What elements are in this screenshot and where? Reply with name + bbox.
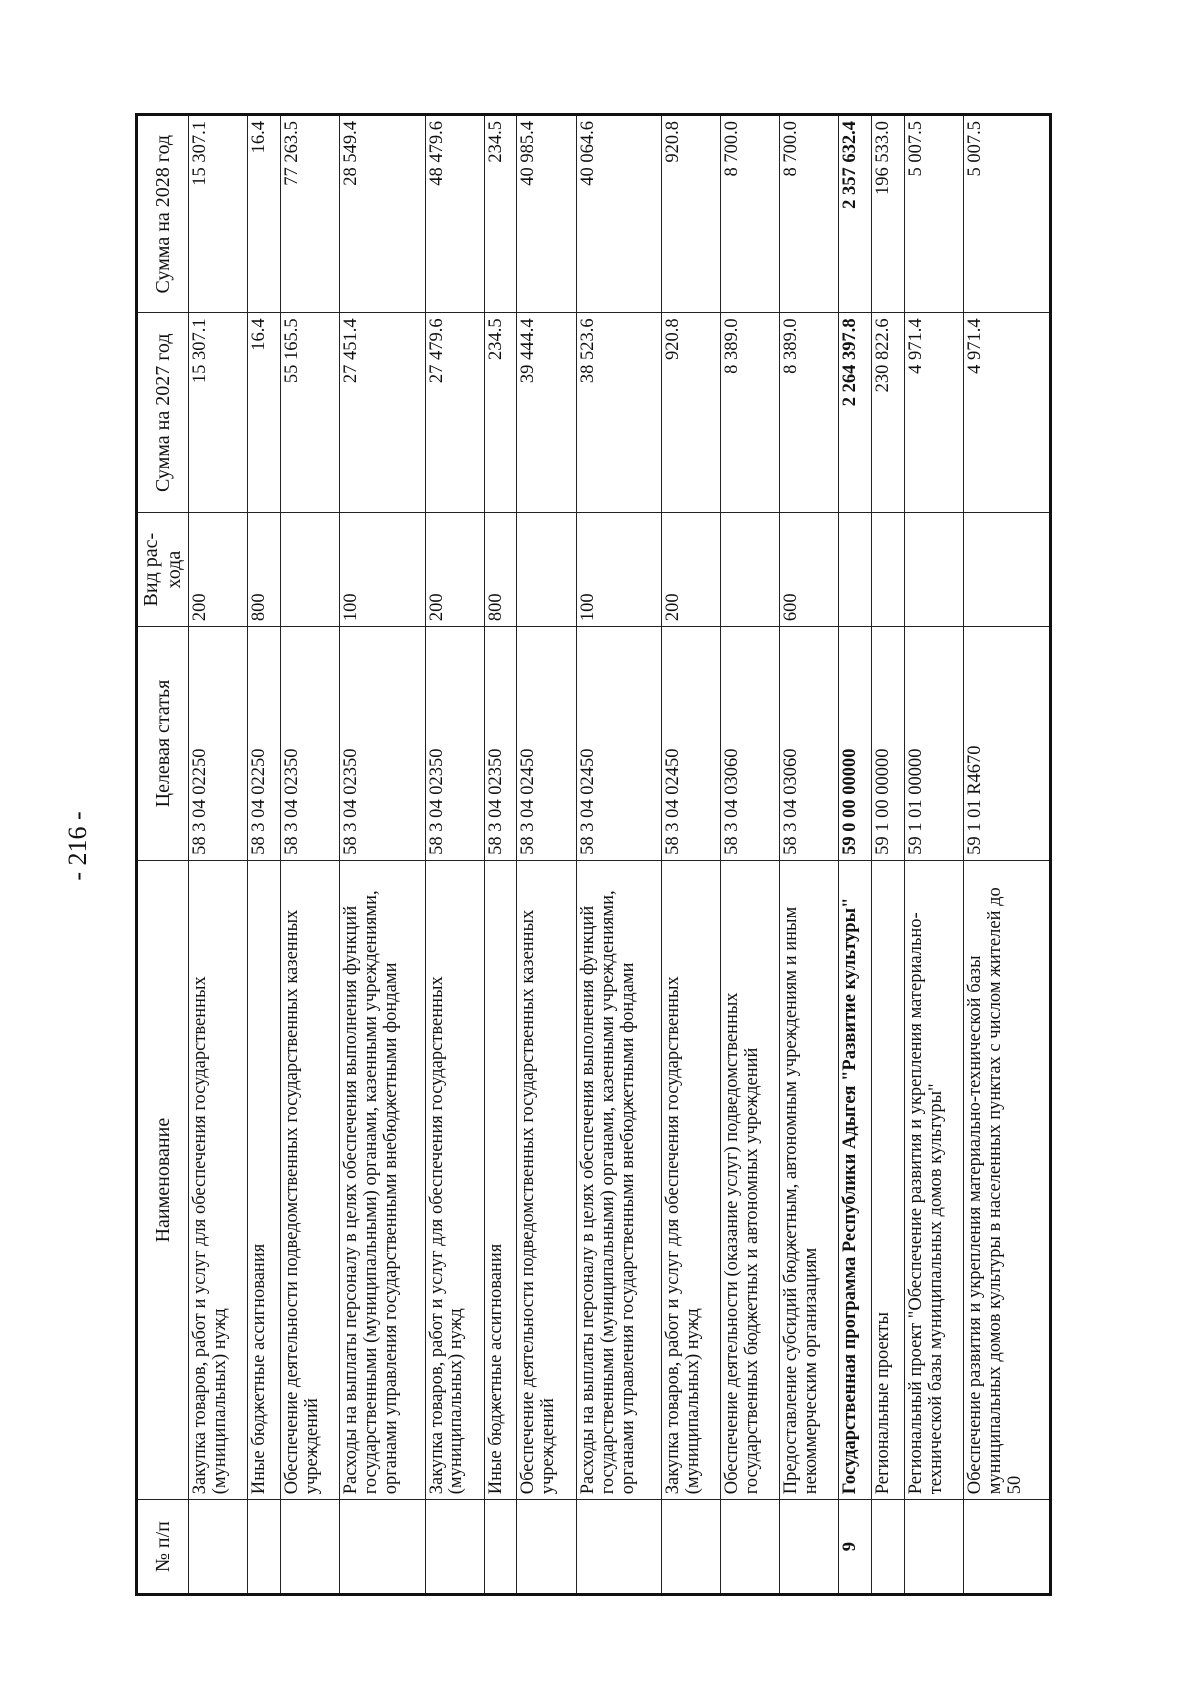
table-header-row (137, 115, 189, 1595)
row-target-article: 58 3 04 02350 (280, 627, 339, 861)
row-sum-2027: 234.5 (484, 313, 517, 513)
row-sum-2028: 8 700.0 (780, 115, 839, 313)
header-sum-2028: Сумма на 2028 год (137, 115, 189, 313)
row-target-article: 58 3 04 03060 (721, 627, 780, 861)
row-sum-2028: 77 263.5 (280, 115, 339, 313)
row-sum-2027: 4 971.4 (905, 313, 964, 513)
row-sum-2028: 15 307.1 (189, 115, 248, 313)
row-expense-type (517, 513, 576, 627)
row-name: Государственная программа Республики Адыгея "Развитие культуры" (839, 860, 872, 1499)
row-target-article: 58 3 04 02350 (425, 627, 484, 861)
row-index (189, 1500, 248, 1595)
row-expense-type: 100 (576, 513, 661, 627)
table-row (721, 115, 780, 1595)
row-sum-2027: 55 165.5 (280, 313, 339, 513)
row-sum-2027: 8 389.0 (721, 313, 780, 513)
table-row (872, 115, 905, 1595)
row-index (248, 1500, 281, 1595)
row-name: Закупка товаров, работ и услуг для обеспечения государственных (муниципальных) нужд (662, 860, 721, 1499)
row-sum-2027: 8 389.0 (780, 313, 839, 513)
table-row (780, 115, 839, 1595)
row-sum-2027: 27 451.4 (340, 313, 425, 513)
row-sum-2027: 4 971.4 (964, 313, 1051, 513)
row-expense-type (964, 513, 1051, 627)
row-sum-2027: 16.4 (248, 313, 281, 513)
row-index (905, 1500, 964, 1595)
row-target-article: 58 3 04 03060 (780, 627, 839, 861)
row-target-article: 59 1 01 R4670 (964, 627, 1051, 861)
row-index (964, 1500, 1051, 1595)
row-sum-2027: 2 264 397.8 (839, 313, 872, 513)
row-expense-type (721, 513, 780, 627)
table-row (189, 115, 248, 1595)
row-expense-type: 100 (340, 513, 425, 627)
row-index (425, 1500, 484, 1595)
row-sum-2028: 234.5 (484, 115, 517, 313)
row-sum-2027: 920.8 (662, 313, 721, 513)
table-row (484, 115, 517, 1595)
row-expense-type: 200 (662, 513, 721, 627)
table-row (425, 115, 484, 1595)
row-expense-type: 200 (189, 513, 248, 627)
row-expense-type (872, 513, 905, 627)
header-target-article: Целевая статья (137, 627, 189, 861)
page-number: - 216 - (63, 811, 92, 881)
row-target-article: 58 3 04 02250 (248, 627, 281, 861)
row-name: Обеспечение деятельности подведомственных государственных казенных учреждений (280, 860, 339, 1499)
row-sum-2027: 27 479.6 (425, 313, 484, 513)
row-target-article: 59 0 00 00000 (839, 627, 872, 861)
row-name: Иные бюджетные ассигнования (484, 860, 517, 1499)
row-index (484, 1500, 517, 1595)
table-row (248, 115, 281, 1595)
budget-table (135, 113, 1052, 1596)
row-expense-type: 800 (248, 513, 281, 627)
row-name: Обеспечение деятельности подведомственных государственных казенных учреждений (517, 860, 576, 1499)
table-row (280, 115, 339, 1595)
row-target-article: 58 3 04 02450 (517, 627, 576, 861)
row-expense-type: 800 (484, 513, 517, 627)
row-sum-2028: 2 357 632.4 (839, 115, 872, 313)
header-index: № п/п (137, 1500, 189, 1595)
row-expense-type (839, 513, 872, 627)
row-sum-2027: 39 444.4 (517, 313, 576, 513)
row-sum-2028: 5 007.5 (905, 115, 964, 313)
header-name: Наименование (137, 860, 189, 1499)
row-name: Обеспечение деятельности (оказание услуг) подведомственных государственных бюджетных и автономных учреждений (721, 860, 780, 1499)
row-index (517, 1500, 576, 1595)
row-sum-2028: 28 549.4 (340, 115, 425, 313)
row-target-article: 58 3 04 02450 (662, 627, 721, 861)
row-index (872, 1500, 905, 1595)
row-name: Предоставление субсидий бюджетным, автономным учреждениям и иным некоммерческим организациям (780, 860, 839, 1499)
row-target-article: 58 3 04 02450 (576, 627, 661, 861)
row-sum-2028: 5 007.5 (964, 115, 1051, 313)
row-expense-type: 200 (425, 513, 484, 627)
table-row (340, 115, 425, 1595)
header-expense-type: Вид рас-хода (137, 513, 189, 627)
row-target-article: 59 1 00 00000 (872, 627, 905, 861)
row-expense-type: 600 (780, 513, 839, 627)
row-name: Иные бюджетные ассигнования (248, 860, 281, 1499)
row-target-article: 58 3 04 02350 (340, 627, 425, 861)
row-name: Региональный проект "Обеспечение развития и укрепления материально-технической базы муниципальных домов культуры" (905, 860, 964, 1499)
row-sum-2028: 8 700.0 (721, 115, 780, 313)
row-index (576, 1500, 661, 1595)
row-sum-2028: 920.8 (662, 115, 721, 313)
row-expense-type (905, 513, 964, 627)
row-name: Расходы на выплаты персоналу в целях обеспечения выполнения функций государственными (муниципальными) органами, казенными учреждениями, органами управления государственными внебюджетными фондами (340, 860, 425, 1499)
row-sum-2027: 15 307.1 (189, 313, 248, 513)
row-sum-2027: 38 523.6 (576, 313, 661, 513)
table-row (964, 115, 1051, 1595)
table-row (905, 115, 964, 1595)
row-index (780, 1500, 839, 1595)
row-index (280, 1500, 339, 1595)
row-name: Расходы на выплаты персоналу в целях обеспечения выполнения функций государственными (муниципальными) органами, казенными учреждениями, органами управления государственными внебюджетными фондами (576, 860, 661, 1499)
header-sum-2027: Сумма на 2027 год (137, 313, 189, 513)
row-index: 9 (839, 1500, 872, 1595)
row-sum-2028: 48 479.6 (425, 115, 484, 313)
row-expense-type (280, 513, 339, 627)
table-row (662, 115, 721, 1595)
row-sum-2028: 40 985.4 (517, 115, 576, 313)
row-index (721, 1500, 780, 1595)
row-index (662, 1500, 721, 1595)
row-sum-2027: 230 822.6 (872, 313, 905, 513)
row-name: Закупка товаров, работ и услуг для обеспечения государственных (муниципальных) нужд (189, 860, 248, 1499)
table-row (839, 115, 872, 1595)
row-target-article: 58 3 04 02250 (189, 627, 248, 861)
row-name: Закупка товаров, работ и услуг для обеспечения государственных (муниципальных) нужд (425, 860, 484, 1499)
rotated-table-container (135, 113, 1052, 1596)
row-index (340, 1500, 425, 1595)
row-name: Региональные проекты (872, 860, 905, 1499)
row-sum-2028: 40 064.6 (576, 115, 661, 313)
table-row (517, 115, 576, 1595)
table-row (576, 115, 661, 1595)
row-target-article: 59 1 01 00000 (905, 627, 964, 861)
row-name: Обеспечение развития и укрепления материально-технической базы муниципальных домов культуры в населенных пунктах с числом жителей до 50 (964, 860, 1051, 1499)
row-sum-2028: 196 533.0 (872, 115, 905, 313)
row-target-article: 58 3 04 02350 (484, 627, 517, 861)
row-sum-2028: 16.4 (248, 115, 281, 313)
table-body (189, 115, 1051, 1595)
